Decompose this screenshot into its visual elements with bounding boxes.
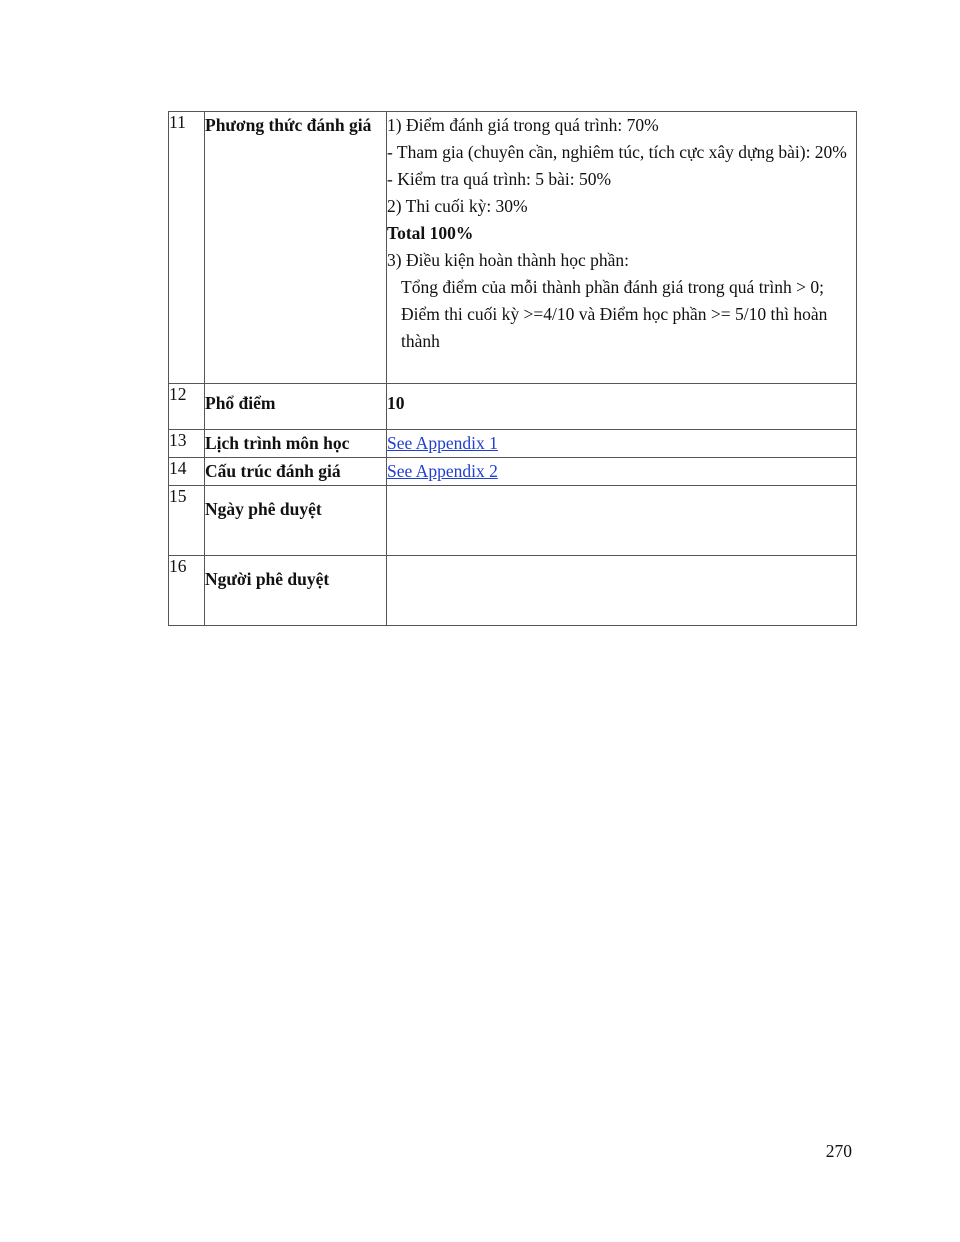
total-line: Total 100% — [387, 223, 474, 243]
row-number: 11 — [169, 112, 205, 384]
appendix-1-link[interactable]: See Appendix 1 — [387, 433, 498, 453]
content-line: 2) Thi cuối kỳ: 30% — [387, 196, 528, 216]
row-number: 14 — [169, 458, 205, 486]
row-label: Phương thức đánh giá — [205, 112, 387, 384]
row-label: Lịch trình môn học — [205, 430, 387, 458]
course-info-table — [168, 111, 857, 626]
assessment-method-content — [387, 112, 857, 384]
row-number: 13 — [169, 430, 205, 458]
appendix-2-link[interactable]: See Appendix 2 — [387, 461, 498, 481]
row-label: Phổ điểm — [205, 384, 387, 430]
page-number: 270 — [825, 1141, 852, 1161]
table-row — [169, 430, 857, 458]
content-line: 1) Điểm đánh giá trong quá trình: 70% — [387, 115, 659, 135]
grade-scale-value: 10 — [387, 384, 857, 430]
table-row — [169, 486, 857, 556]
completion-condition: Tổng điểm của mỗi thành phần đánh giá trong quá trình > 0; Điểm thi cuối kỳ >=4/10 và Điểm học phần >= 5/10 thì hoàn thành — [401, 277, 828, 351]
approval-date-cell — [387, 486, 857, 556]
row-number: 16 — [169, 556, 205, 626]
content-line: - Tham gia (chuyên cần, nghiêm túc, tích cực xây dựng bài): 20% — [387, 142, 847, 162]
approver-cell — [387, 556, 857, 626]
row-label: Người phê duyệt — [205, 556, 387, 626]
table-row — [169, 112, 857, 384]
row-number: 12 — [169, 384, 205, 430]
row-number: 15 — [169, 486, 205, 556]
table-row — [169, 556, 857, 626]
row-label: Cấu trúc đánh giá — [205, 458, 387, 486]
table-row — [169, 384, 857, 430]
row-label: Ngày phê duyệt — [205, 486, 387, 556]
content-line: 3) Điều kiện hoàn thành học phần: — [387, 250, 630, 270]
content-line: - Kiểm tra quá trình: 5 bài: 50% — [387, 169, 612, 189]
table-row — [169, 458, 857, 486]
